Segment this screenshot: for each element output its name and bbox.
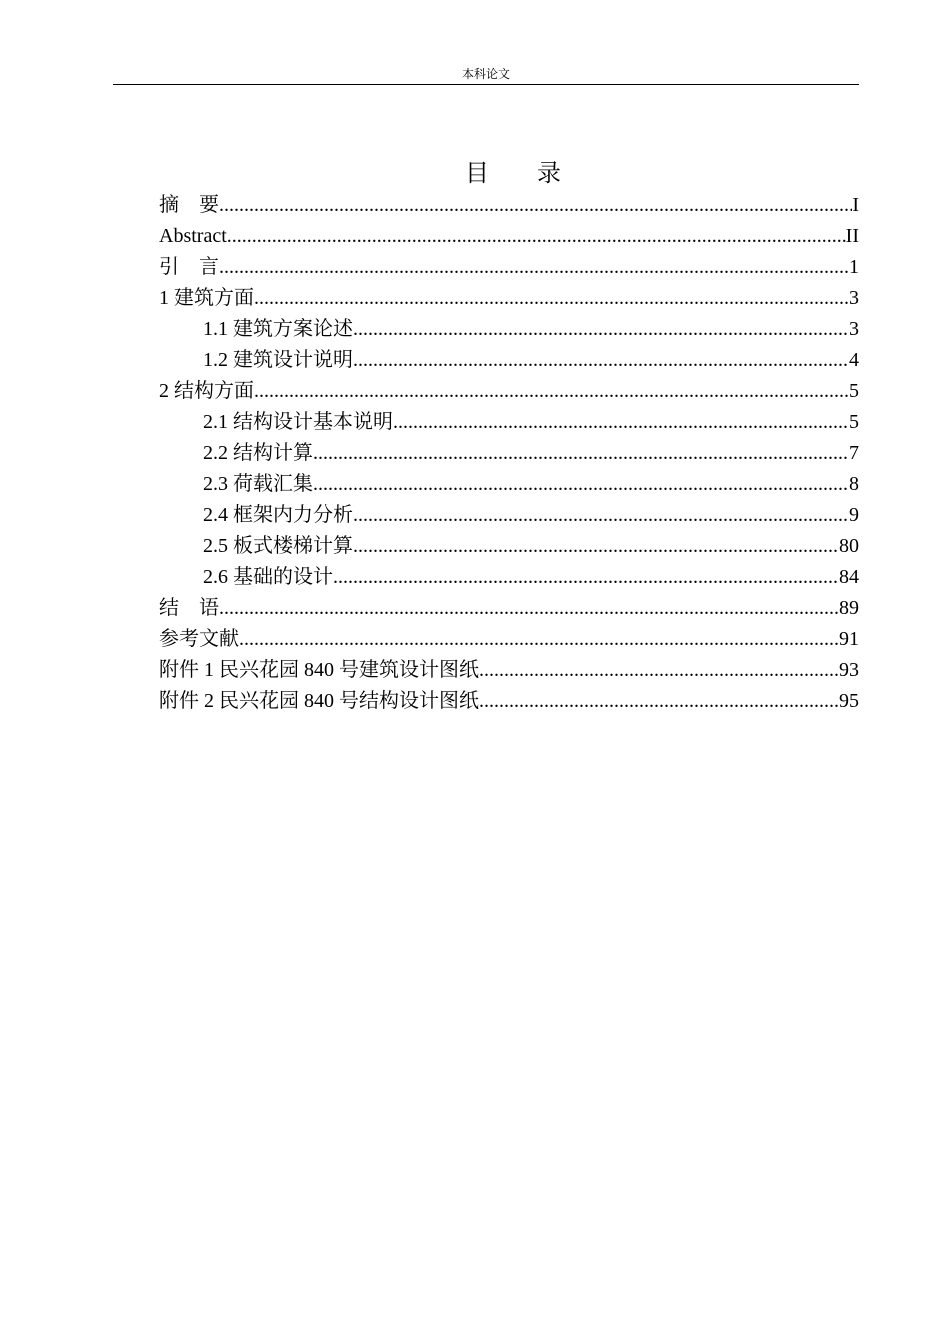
toc-entry-label: 附件 2 民兴花园 840 号结构设计图纸 bbox=[159, 690, 479, 712]
table-of-contents bbox=[159, 190, 859, 717]
toc-entry-page: 7 bbox=[849, 442, 859, 464]
toc-leader-dots bbox=[239, 624, 839, 655]
toc-subentry[interactable] bbox=[159, 407, 859, 438]
toc-entry-label: 1.2 建筑设计说明 bbox=[203, 349, 353, 371]
toc-subentry[interactable] bbox=[159, 438, 859, 469]
toc-entry-page: 3 bbox=[849, 318, 859, 340]
toc-entry-page: 80 bbox=[839, 535, 859, 557]
toc-title-right: 录 bbox=[537, 159, 561, 187]
toc-entry-page: 5 bbox=[849, 380, 859, 402]
toc-entry[interactable] bbox=[159, 624, 859, 655]
toc-subentry[interactable] bbox=[159, 314, 859, 345]
toc-leader-dots bbox=[479, 686, 839, 717]
toc-subentry[interactable] bbox=[159, 345, 859, 376]
toc-leader-dots bbox=[313, 469, 849, 500]
toc-entry-label: 结 语 bbox=[159, 597, 219, 619]
toc-entry-label: 参考文献 bbox=[159, 628, 239, 650]
toc-entry-label: 2 结构方面 bbox=[159, 380, 254, 402]
toc-leader-dots bbox=[219, 190, 852, 221]
toc-entry-page: 3 bbox=[849, 287, 859, 309]
toc-leader-dots bbox=[479, 655, 839, 686]
toc-leader-dots bbox=[353, 314, 849, 345]
toc-entry-label: Abstract bbox=[159, 225, 227, 247]
toc-leader-dots bbox=[353, 345, 849, 376]
toc-leader-dots bbox=[219, 593, 839, 624]
toc-entry-label: 附件 1 民兴花园 840 号建筑设计图纸 bbox=[159, 659, 479, 681]
toc-entry-page: 8 bbox=[849, 473, 859, 495]
toc-entry[interactable] bbox=[159, 593, 859, 624]
toc-entry-label: 引 言 bbox=[159, 256, 219, 278]
toc-entry-page: II bbox=[845, 225, 859, 247]
toc-entry-page: 1 bbox=[849, 256, 859, 278]
toc-subentry[interactable] bbox=[159, 469, 859, 500]
toc-title bbox=[113, 157, 913, 189]
toc-entry-page: 95 bbox=[839, 690, 859, 712]
toc-entry-page: 89 bbox=[839, 597, 859, 619]
toc-entry-label: 2.2 结构计算 bbox=[203, 442, 313, 464]
toc-entry-label: 2.6 基础的设计 bbox=[203, 566, 333, 588]
toc-leader-dots bbox=[313, 438, 849, 469]
toc-entry-page: 93 bbox=[839, 659, 859, 681]
toc-entry-label: 2.3 荷载汇集 bbox=[203, 473, 313, 495]
toc-leader-dots bbox=[353, 500, 849, 531]
toc-entry-label: 2.4 框架内力分析 bbox=[203, 504, 353, 526]
toc-leader-dots bbox=[333, 562, 839, 593]
toc-entry-page: 91 bbox=[839, 628, 859, 650]
toc-subentry[interactable] bbox=[159, 531, 859, 562]
toc-entry-label: 2.1 结构设计基本说明 bbox=[203, 411, 393, 433]
toc-entry-page: 84 bbox=[839, 566, 859, 588]
toc-entry-page: I bbox=[852, 194, 859, 216]
toc-leader-dots bbox=[254, 283, 849, 314]
toc-entry-page: 9 bbox=[849, 504, 859, 526]
toc-entry[interactable] bbox=[159, 252, 859, 283]
toc-entry-label: 1 建筑方面 bbox=[159, 287, 254, 309]
toc-entry[interactable] bbox=[159, 686, 859, 717]
toc-entry[interactable] bbox=[159, 655, 859, 686]
toc-subentry[interactable] bbox=[159, 500, 859, 531]
toc-title-left: 目 bbox=[465, 159, 489, 187]
toc-entry[interactable] bbox=[159, 283, 859, 314]
toc-entry-page: 5 bbox=[849, 411, 859, 433]
toc-entry-label: 2.5 板式楼梯计算 bbox=[203, 535, 353, 557]
toc-entry-label: 1.1 建筑方案论述 bbox=[203, 318, 353, 340]
toc-leader-dots bbox=[219, 252, 849, 283]
header-text: 本科论文 bbox=[461, 67, 510, 81]
toc-entry-page: 4 bbox=[849, 349, 859, 371]
page-header bbox=[113, 66, 859, 85]
toc-entry[interactable] bbox=[159, 376, 859, 407]
toc-entry[interactable] bbox=[159, 221, 859, 252]
toc-leader-dots bbox=[353, 531, 839, 562]
toc-subentry[interactable] bbox=[159, 562, 859, 593]
toc-leader-dots bbox=[227, 221, 846, 252]
toc-entry-label: 摘 要 bbox=[159, 194, 219, 216]
toc-leader-dots bbox=[254, 376, 849, 407]
toc-entry[interactable] bbox=[159, 190, 859, 221]
toc-leader-dots bbox=[393, 407, 849, 438]
